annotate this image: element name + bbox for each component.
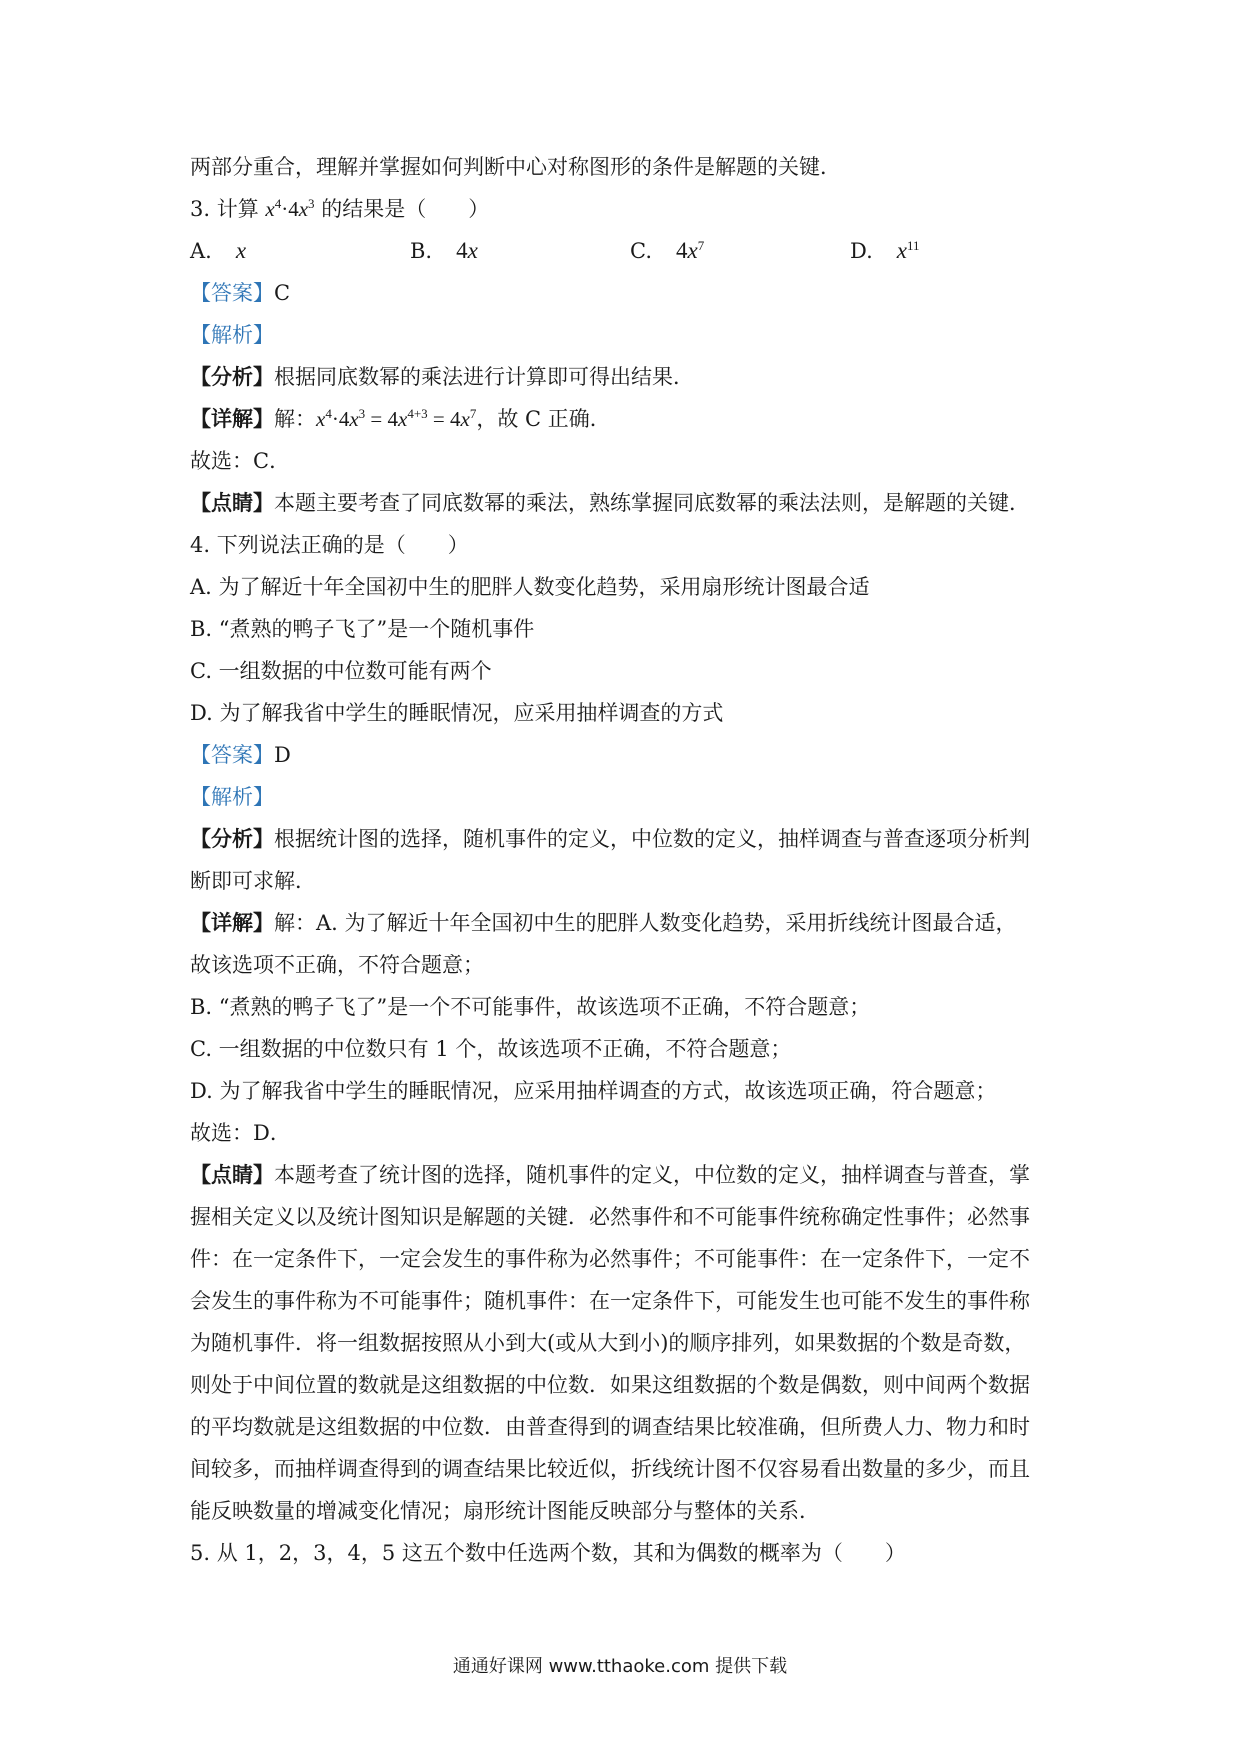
fenxi-3 xyxy=(190,356,1070,398)
conclusion-3: 故选：C． xyxy=(190,449,291,473)
question-3-expression: $x^4\cdot 4x^3$ xyxy=(265,196,315,221)
conclusion-4: 故选：D． xyxy=(190,1121,291,1145)
answer-value: D xyxy=(274,743,291,767)
choice-d-value: $x^{11}$ xyxy=(896,238,920,263)
dianjing-text: 本题考查了统计图的选择，随机事件的定义，中位数的定义，抽样调查与普查，掌 xyxy=(274,1163,1030,1187)
answer-3 xyxy=(190,272,1070,314)
fenxi-text: 根据同底数幂的乘法进行计算即可得出结果． xyxy=(274,365,694,389)
choice-d-label: D. xyxy=(850,239,873,263)
solution-expression: $x^4\cdot 4x^3 = 4x^{4+3} = 4x^7$ xyxy=(316,406,477,431)
text-line: 件：在一定条件下，一定会发生的事件称为必然事件；不可能事件：在一定条件下，一定不 xyxy=(190,1247,1030,1271)
xiangjie-text: 解：A. 为了解近十年全国初中生的肥胖人数变化趋势，采用折线统计图最合适， xyxy=(274,911,1017,935)
dianjing-tag: 【点睛】 xyxy=(190,490,274,515)
answer-tag: 【答案】 xyxy=(190,743,274,767)
option-c: C. 一组数据的中位数可能有两个 xyxy=(190,659,492,683)
xiangjie-3 xyxy=(190,398,1070,440)
text-line: D. 为了解我省中学生的睡眠情况，应采用抽样调查的方式，故该选项正确，符合题意； xyxy=(190,1079,997,1103)
xiangjie-prefix: 解： xyxy=(274,407,316,431)
text-line: 为随机事件．将一组数据按照从小到大(或从大到小)的顺序排列，如果数据的个数是奇数， xyxy=(190,1331,1026,1355)
choice-a-label: A. xyxy=(190,239,212,263)
option-b: B. “煮熟的鸭子飞了”是一个随机事件 xyxy=(190,617,535,641)
text-line: 故该选项不正确，不符合题意； xyxy=(190,953,484,977)
answer-value: C xyxy=(274,281,291,305)
fenxi-4 xyxy=(190,818,1070,902)
xiangjie-4 xyxy=(190,902,1070,1112)
question-4: 4. 下列说法正确的是（ ） xyxy=(190,533,469,557)
choice-c-value: $4x^7$ xyxy=(676,238,705,263)
question-3 xyxy=(190,188,1070,230)
choice-a-value: x xyxy=(235,238,247,263)
choice-c-label: C. xyxy=(630,239,652,263)
text-line: C. 一组数据的中位数只有 1 个，故该选项不正确，不符合题意； xyxy=(190,1037,792,1061)
text-line: 能反映数量的增减变化情况；扇形统计图能反映部分与整体的关系． xyxy=(190,1499,820,1523)
page-footer: 通通好课网 www.tthaoke.com 提供下载 xyxy=(452,1656,788,1677)
xiangjie-tag: 【详解】 xyxy=(190,406,274,431)
answer-4 xyxy=(190,734,1070,776)
choice-a xyxy=(190,230,410,272)
text-line xyxy=(190,1154,1070,1196)
choice-d xyxy=(850,230,1070,272)
xiangjie-suffix: ，故 C 正确． xyxy=(476,407,611,431)
text-line xyxy=(190,902,1070,944)
document-content xyxy=(190,146,1070,1574)
text-line: 断即可求解． xyxy=(190,869,316,893)
text-line: 会发生的事件称为不可能事件；随机事件：在一定条件下，可能发生也可能不发生的事件称 xyxy=(190,1289,1030,1313)
question-3-suffix: 的结果是（ ） xyxy=(314,197,490,221)
dianjing-4 xyxy=(190,1154,1070,1532)
option-a: A. 为了解近十年全国初中生的肥胖人数变化趋势，采用扇形统计图最合适 xyxy=(190,575,870,599)
analysis-tag: 【解析】 xyxy=(190,323,274,347)
question-3-choices xyxy=(190,230,1070,272)
text-line: B. “煮熟的鸭子飞了”是一个不可能事件，故该选项不正确，不符合题意； xyxy=(190,995,871,1019)
option-d: D. 为了解我省中学生的睡眠情况，应采用抽样调查的方式 xyxy=(190,701,724,725)
xiangjie-tag: 【详解】 xyxy=(190,910,274,935)
question-5: 5. 从 1，2，3，4，5 这五个数中任选两个数，其和为偶数的概率为（ ） xyxy=(190,1541,906,1565)
fenxi-text: 根据统计图的选择，随机事件的定义，中位数的定义，抽样调查与普查逐项分析判 xyxy=(274,827,1030,851)
text-line: 握相关定义以及统计图知识是解题的关键．必然事件和不可能事件统称确定性事件；必然事 xyxy=(190,1205,1030,1229)
text-line: 则处于中间位置的数就是这组数据的中位数．如果这组数据的个数是偶数，则中间两个数据 xyxy=(190,1373,1030,1397)
dianjing-text: 本题主要考查了同底数幂的乘法，熟练掌握同底数幂的乘法法则，是解题的关键． xyxy=(274,491,1030,515)
choice-b-value: 4x xyxy=(456,238,478,263)
text-line: 间较多，而抽样调查得到的调查结果比较近似，折线统计图不仅容易看出数量的多少，而且 xyxy=(190,1457,1030,1481)
dianjing-tag: 【点睛】 xyxy=(190,1162,274,1187)
text-line xyxy=(190,818,1070,860)
dianjing-3 xyxy=(190,482,1070,524)
text-line: 的平均数就是这组数据的中位数．由普查得到的调查结果比较准确，但所费人力、物力和时 xyxy=(190,1415,1030,1439)
analysis-tag: 【解析】 xyxy=(190,785,274,809)
text-line: 两部分重合，理解并掌握如何判断中心对称图形的条件是解题的关键． xyxy=(190,155,841,179)
answer-tag: 【答案】 xyxy=(190,281,274,305)
fenxi-tag: 【分析】 xyxy=(190,826,274,851)
question-3-prefix: 3. 计算 xyxy=(190,197,266,221)
choice-b-label: B. xyxy=(410,239,433,263)
choice-b xyxy=(410,230,630,272)
choice-c xyxy=(630,230,850,272)
fenxi-tag: 【分析】 xyxy=(190,364,274,389)
